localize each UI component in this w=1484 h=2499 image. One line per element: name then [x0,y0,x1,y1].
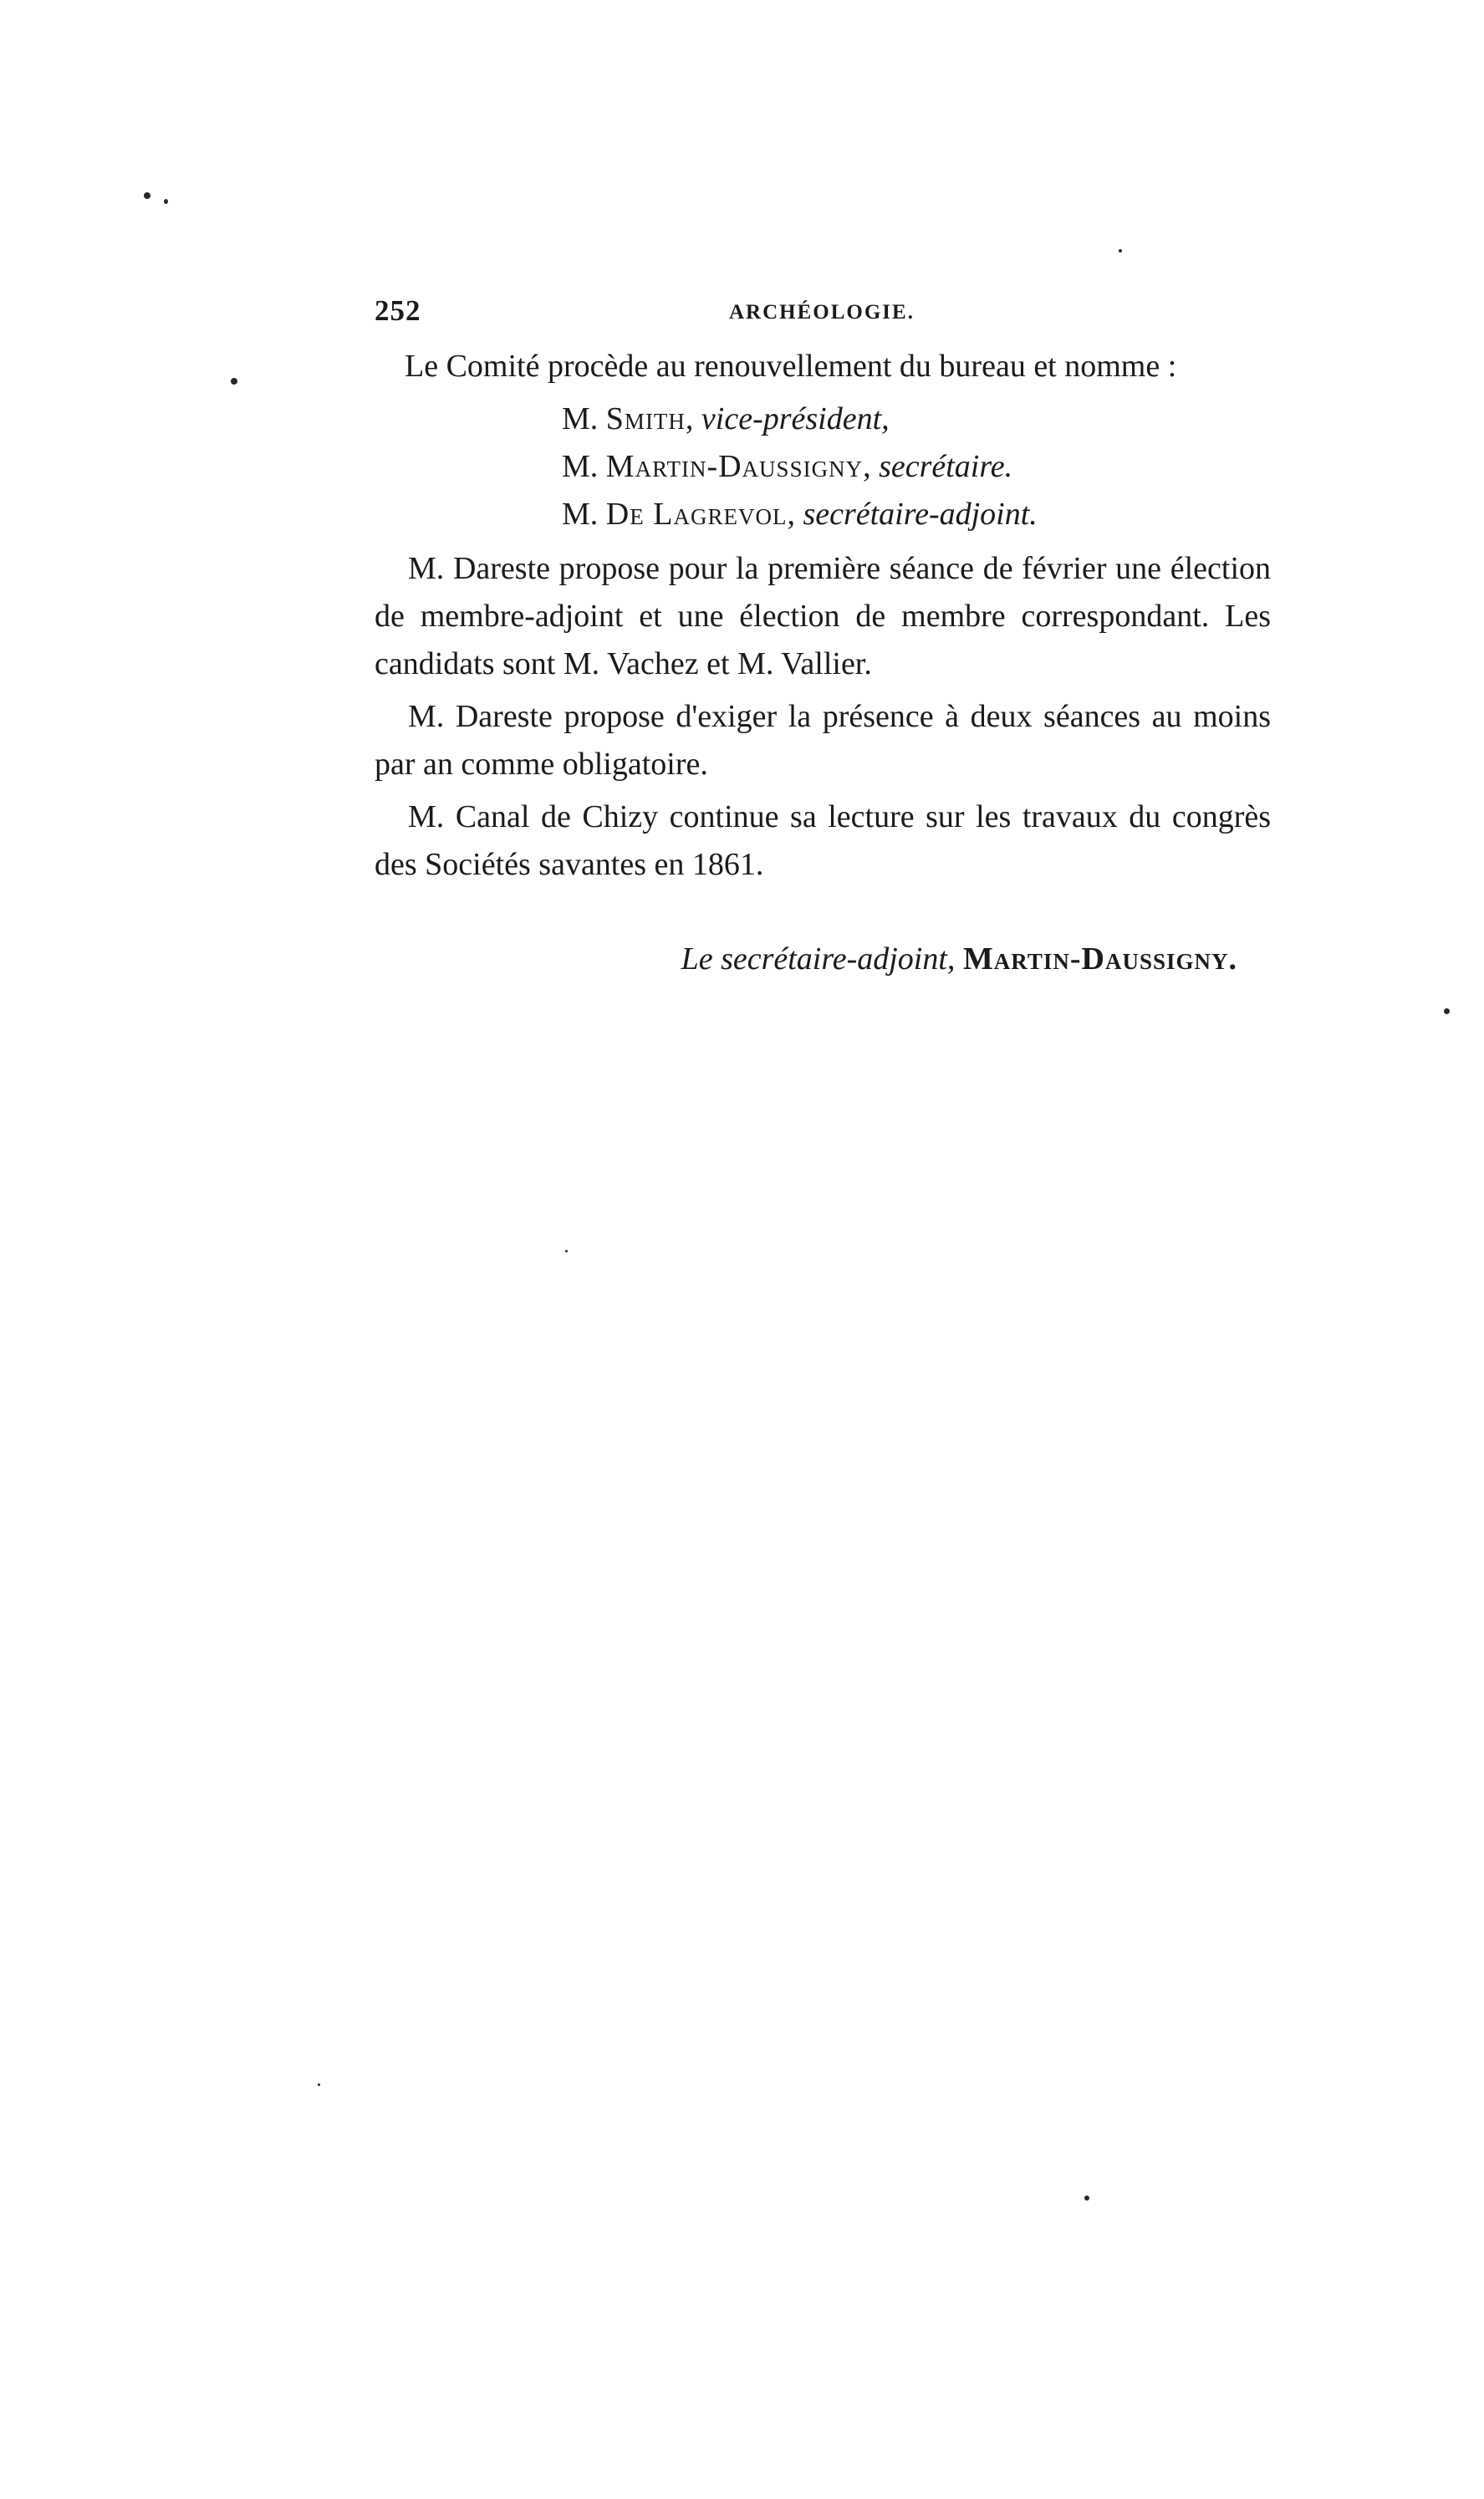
nomination-name: De Lagrevol [605,497,788,532]
signature-title: Le secrétaire-adjoint, [681,941,956,977]
body-text [375,343,1271,983]
nomination-assistant-secretary [562,491,1271,538]
scan-speck [318,2083,320,2086]
nomination-separator: , [685,401,701,436]
page-header [375,294,1271,331]
paragraph-election-proposal: M. Dareste propose pour la première séance de février une élection de membre-adjoint et une élection de membre correspondant. Les candidats sont M. Vachez et M. Vallier. [375,551,1271,681]
nomination-separator: , [787,497,803,532]
nomination-prefix: M. [562,497,599,532]
scan-speck [1444,1008,1450,1014]
paragraph-attendance-proposal: M. Dareste propose d'exiger la présence à deux séances au moins par an comme obligatoire. [375,699,1271,782]
nomination-role: secrétaire-adjoint. [803,497,1038,532]
nomination-secretary [562,443,1271,491]
signature-name: Martin-Daussigny. [962,941,1237,977]
running-head: ARCHÉOLOGIE. [729,301,915,324]
nomination-prefix: M. [562,449,599,484]
scan-speck [1119,249,1122,252]
scan-speck [144,192,150,199]
scan-speck [1084,2196,1089,2201]
nominations-list [375,395,1271,538]
intro-paragraph: Le Comité procède au renouvellement du bureau et nomme : [405,349,1177,384]
nomination-separator: , [863,449,880,484]
nomination-role: vice-président, [701,401,890,436]
scan-speck [164,199,168,204]
paragraph-reading: M. Canal de Chizy continue sa lecture sur les travaux du congrès des Sociétés savantes en 1861. [375,799,1271,882]
scan-speck [231,378,237,385]
nomination-name: Smith [605,401,686,436]
nomination-role: secrétaire. [879,449,1013,484]
nomination-prefix: M. [562,401,599,436]
signature [375,936,1271,983]
nomination-name: Martin-Daussigny [605,449,864,484]
page-number: 252 [375,294,421,327]
scan-speck [565,1250,568,1252]
nomination-vice-president [562,395,1271,443]
